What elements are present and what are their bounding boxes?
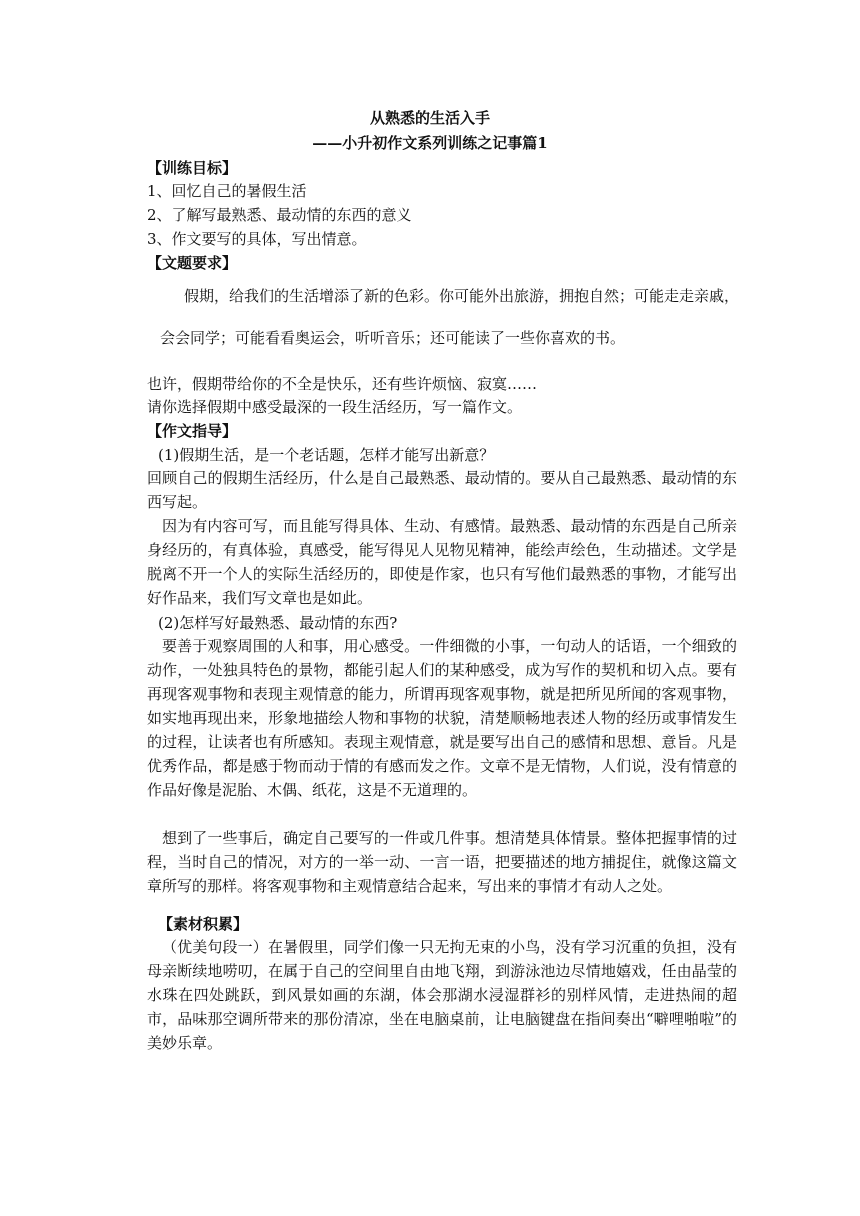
guidance-heading: 【作文指导】	[147, 422, 238, 440]
guidance-paragraph: 要善于观察周围的人和事，用心感受。一件细微的小事，一句动人的话语，一个细致的动作，一处独具特色的景物，都能引起人们的某种感受，成为写作的契机和切入点。要有再现客观事物和表现主观情意的能力，所谓再现客观事物，就是把所见所闻的客观事物，如实地再现出来，形象地描绘人物和事物的状貌，清楚顺畅地表述人物的经历或事情发生的过程，让读者也有所感知。表现主观情意，就是要写出自己的感情和思想、意旨。凡是优秀作品，都是感于物而动于情的有感而发之作。文章不是无情物，人们说，没有情意的作品好像是泥胎、木偶、纸花，这是不无道理的。	[147, 637, 737, 799]
materials-paragraph: （优美句段一）在暑假里，同学们像一只无拘无束的小鸟，没有学习沉重的负担，没有母亲断续地唠叨，在属于自己的空间里自由地飞翔，到游泳池边尽情地嬉戏，任由晶莹的水珠在四处跳跃，到风景如画的东湖，体会那湖水浸湿群衫的别样风情，走进热闹的超市，品味那空调所带来的那份清凉，坐在电脑桌前，让电脑键盘在指间奏出“噼哩啪啦”的美妙乐章。	[147, 938, 737, 1052]
requirements-heading: 【文题要求】	[147, 254, 238, 272]
document-title: 从熟悉的生活入手	[369, 109, 490, 127]
requirement-line: 请你选择假期中感受最深的一段生活经历，写一篇作文。	[147, 398, 523, 416]
document-subtitle: ——小升初作文系列训练之记事篇1	[312, 134, 548, 152]
goals-heading: 【训练目标】	[147, 159, 238, 177]
guidance-paragraph: 因为有内容可写，而且能写得具体、生动、有感情。最熟悉、最动情的东西是自己所亲身经历的，有真体验，真感受，能写得见人见物见精神，能绘声绘色，生动描述。文学是脱离不开一个人的实际生活经历的，即使是作家，也只有写他们最熟悉的事物，才能写出好作品来，我们写文章也是如此。	[147, 517, 737, 607]
goal-item: 2、了解写最熟悉、最动情的东西的意义	[147, 206, 412, 224]
requirement-line: 也许，假期带给你的不全是快乐，还有些许烦恼、寂寞……	[147, 375, 538, 393]
guidance-paragraph: 回顾自己的假期生活经历，什么是自己最熟悉、最动情的。要从自己最熟悉、最动情的东西写起。	[147, 469, 737, 511]
guidance-question: (2)怎样写好最熟悉、最动情的东西?	[158, 614, 398, 632]
goal-item: 1、回忆自己的暑假生活	[147, 182, 307, 200]
requirement-line: 会会同学；可能看看奥运会，听听音乐；还可能读了一些你喜欢的书。	[160, 329, 626, 347]
goal-item: 3、作文要写的具体，写出情意。	[147, 230, 367, 248]
requirement-line: 假期，给我们的生活增添了新的色彩。你可能外出旅游，拥抱自然；可能走走亲戚，	[184, 287, 740, 305]
guidance-question: (1)假期生活，是一个老话题，怎样才能写出新意？	[158, 446, 495, 464]
materials-heading: 【素材积累】	[158, 915, 249, 933]
guidance-paragraph: 想到了一些事后，确定自己要写的一件或几件事。想清楚具体情景。整体把握事情的过程，当时自己的情况，对方的一举一动、一言一语，把要描述的地方捕捉住，就像这篇文章所写的那样。将客观事物和主观情意结合起来，写出来的事情才有动人之处。	[147, 829, 737, 895]
